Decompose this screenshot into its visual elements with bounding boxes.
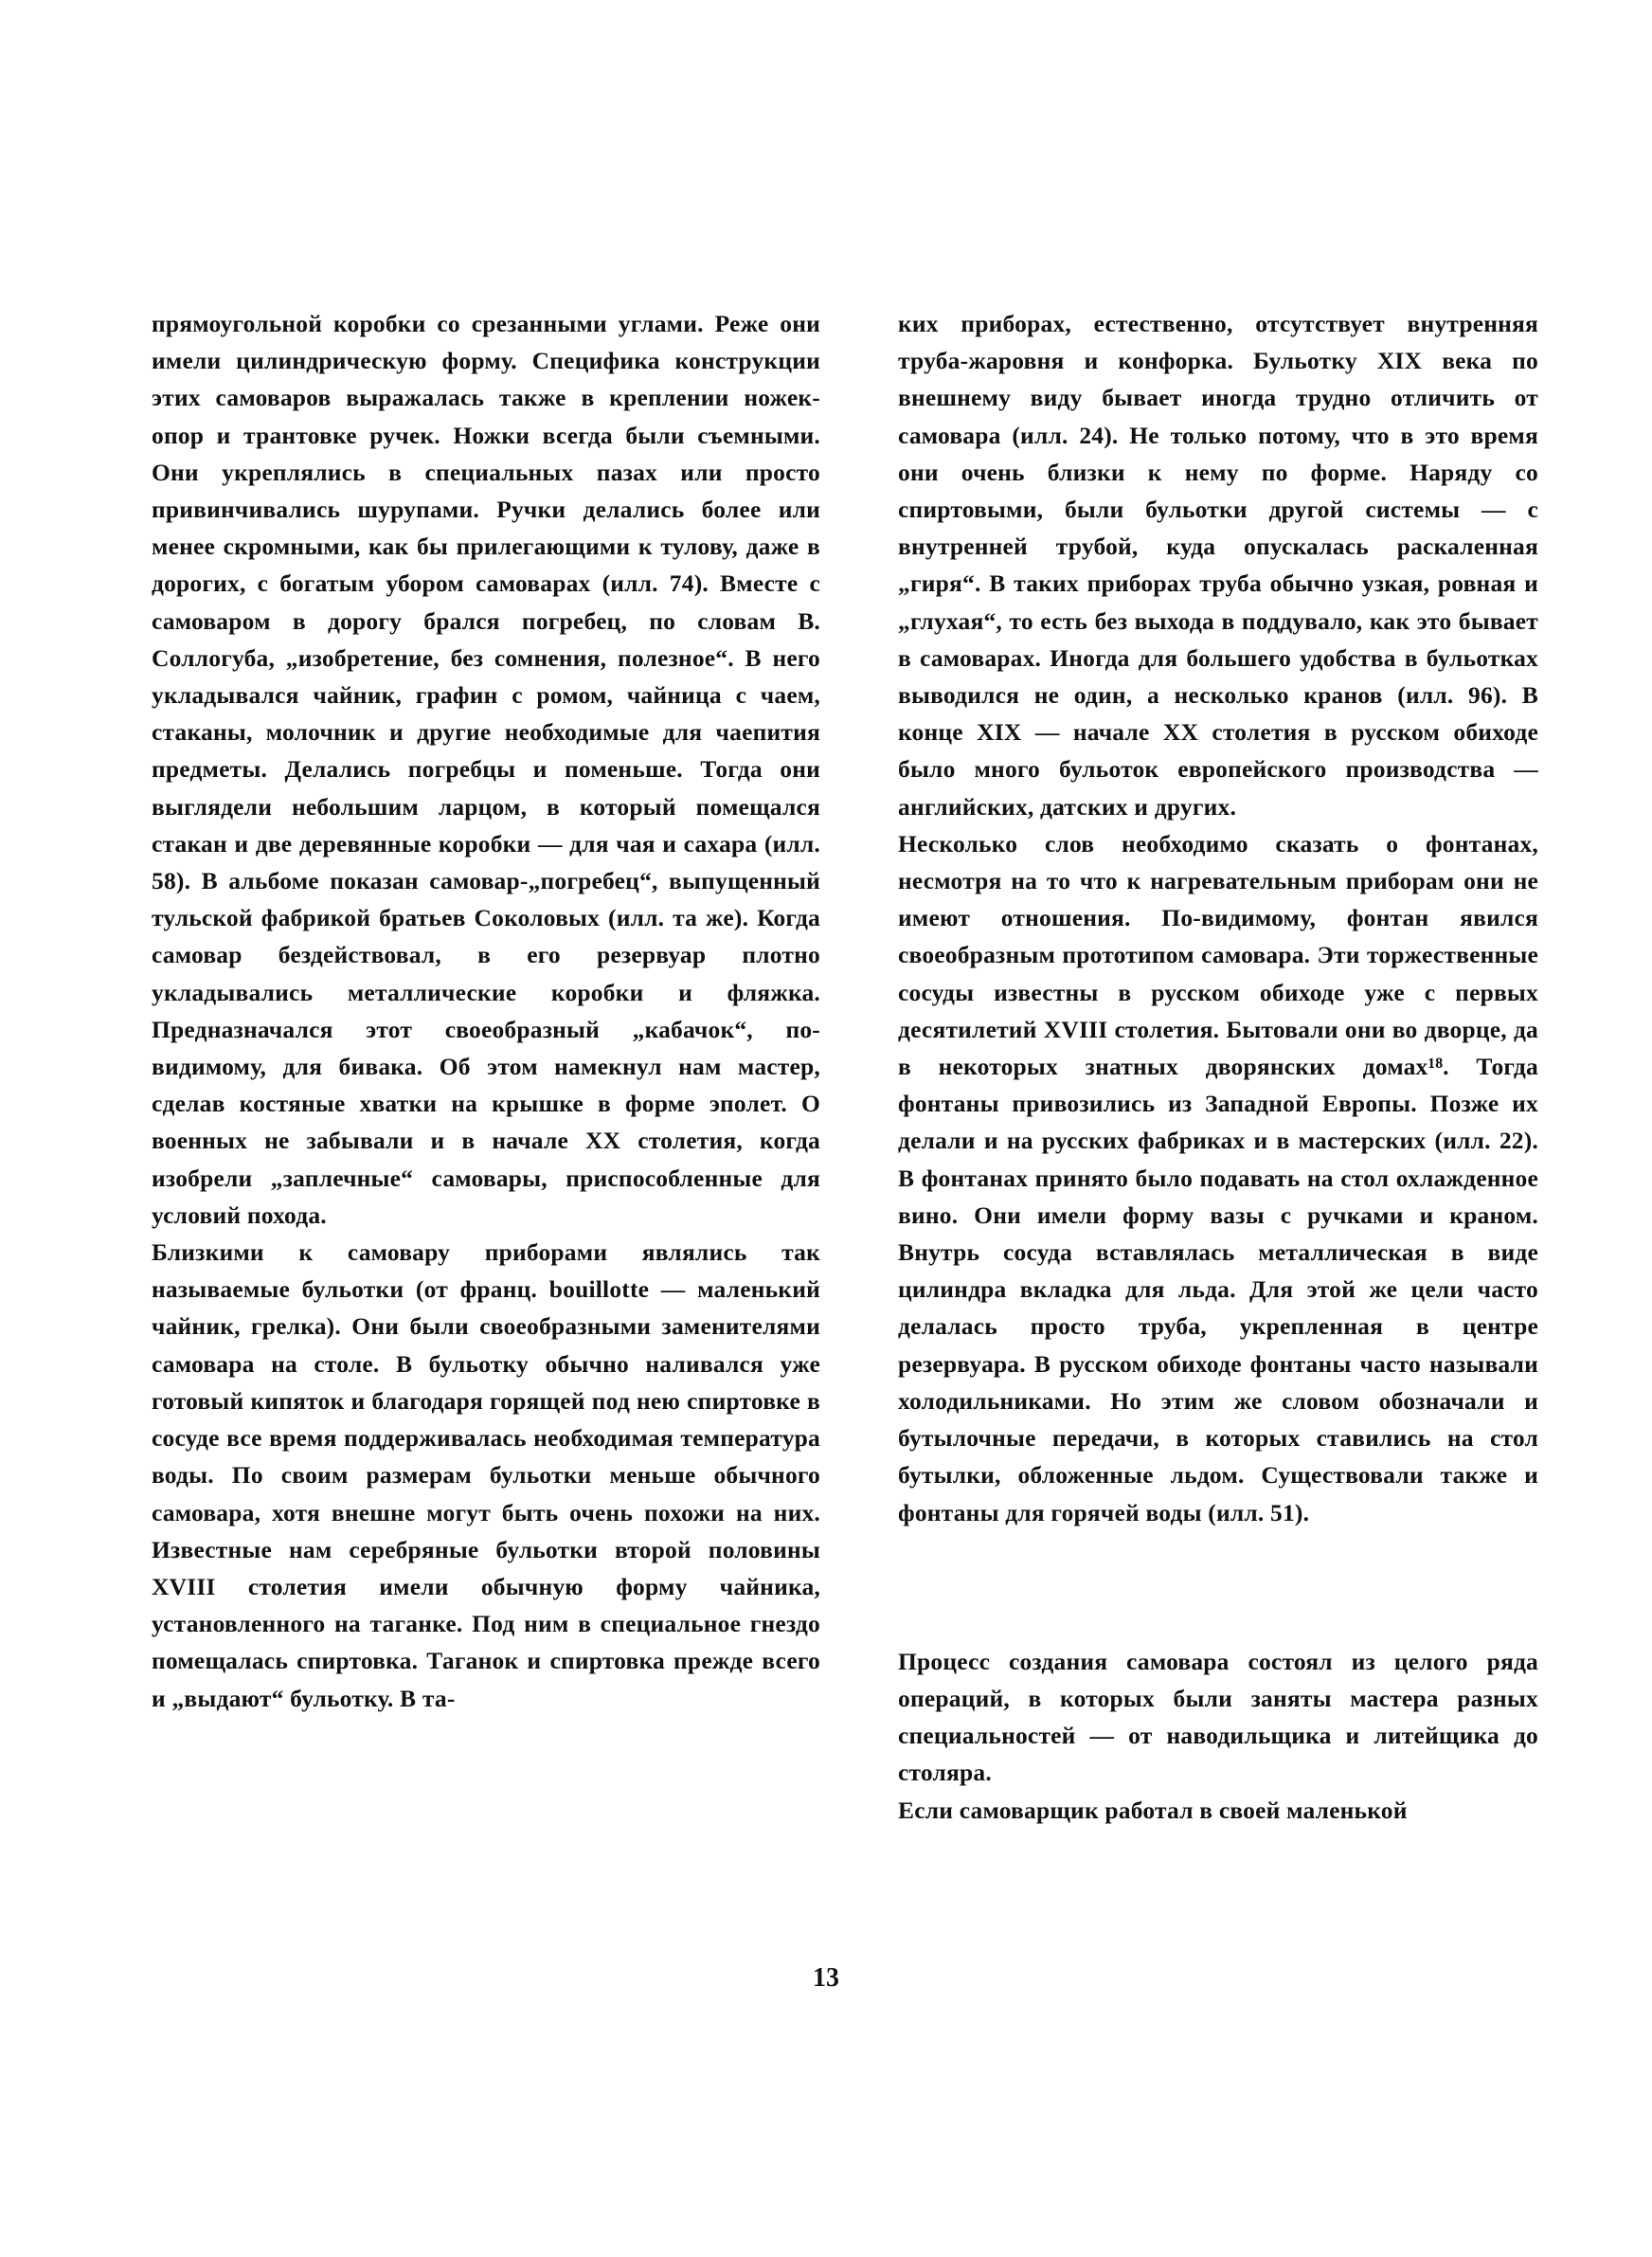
paragraph: Несколько слов необходимо сказать о фонтанах, несмотря на то что к нагревательным приборам они не имеют отношения. По-видимому, фонтан явился своеобразным прототипом самовара. Эти торжественные сосуды известны в русском обиходе уже с первых десятилетий XVIII столетия. Бытовали они во дворце, да в некоторых знатных дворянских домах¹⁸. Тогда фонтаны привозились из Западной Европы. Позже их делали и на русских фабриках и в мастерских (илл. 22). В фонтанах принято было подавать на стол охлажденное вино. Они имели форму вазы с ручками и краном. Внутрь сосуда вставлялась металлическая в виде цилиндра вкладка для льда. Для этой же цели часто делалась просто труба, укрепленная в центре резервуара. В русском обиходе фонтаны часто называли холодильниками. Но этим же словом обозначали и бутылочные передачи, в которых ставились на стол бутылки, обложенные льдом. Существовали также и фонтаны для горячей воды (илл. 51). [898,829,1538,1526]
page-number: 13 [813,1963,839,1993]
paragraph: Близкими к самовару приборами являлись так называемые бульотки (от франц. bouillotte — маленький чайник, грелка). Они были своеобразными заменителями самовара на столе. В бульотку обычно наливался уже готовый кипяток и благодаря горящей под нею спиртовке в сосуде все время поддерживалась необходимая температура воды. По своим размерам бульотки меньше обычного самовара, хотя внешне могут быть очень похожи на них. Известные нам серебряные бульотки второй половины XVIII столетия имели обычную форму чайника, установленного на таганке. Под ним в специальное гнездо помещалась спиртовка. Таганок и спиртовка прежде всего и „выдают“ бульотку. В та- [152,1238,820,1712]
text-column-right [898,305,1538,1829]
paragraph: Процесс создания самовара состоял из целого ряда операций, в которых были заняты мастера разных специальностей — от наводильщика и литейщика до столяра. [898,1647,1538,1787]
text-column-left [152,305,820,1717]
paragraph: прямоугольной коробки со срезанными углами. Реже они имели цилиндрическую форму. Специфика конструкции этих самоваров выражалась также в креплении ножек-опор и трантовке ручек. Ножки всегда были съемными. Они укреплялись в специальных пазах или просто привинчивались шурупами. Ручки делались более или менее скромными, как бы прилегающими к тулову, даже в дорогих, с богатым убором самоварах (илл. 74). Вместе с самоваром в дорогу брался погребец, по словам В. Соллогуба, „изобретение, без сомнения, полезное“. В него укладывался чайник, графин с ромом, чайница с чаем, стаканы, молочник и другие необходимые для чаепития предметы. Делались погребцы и поменьше. Тогда они выглядели небольшим ларцом, в который помещался стакан и две деревянные коробки — для чая и сахара (илл. 58). В альбоме показан самовар-„погребец“, выпущенный тульской фабрикой братьев Соколовых (илл. та же). Когда самовар бездействовал, в его резервуар плотно укладывались металлические коробки и фляжка. Предназначался этот своеобразный „кабачок“, по-видимому, для бивака. Об этом намекнул нам мастер, сделав костяные хватки на крышке в форме эполет. О военных не забывали и в начале XX столетия, когда изобрели „заплечные“ самовары, приспособленные для условий похода. [152,310,820,1229]
paragraph: Если самоварщик работал в своей маленькой [898,1796,1408,1824]
paragraph: ких приборах, естественно, отсутствует внутренняя труба-жаровня и конфорка. Бульотку XIX века по внешнему виду бывает иногда трудно отличить от самовара (илл. 24). Не только потому, что в это время они очень близки к нему по форме. Наряду со спиртовыми, были бульотки другой системы — с внутренней трубой, куда опускалась раскаленная „гиря“. В таких приборах труба обычно узкая, ровная и „глухая“, то есть без выхода в поддувало, как это бывает в самоварах. Иногда для большего удобства в бульотках выводился не один, а несколько кранов (илл. 96). В конце XIX — начале XX столетия в русском обиходе было много бульоток европейского производства — английских, датских и других. [898,310,1538,821]
section-gap [898,1531,1538,1643]
